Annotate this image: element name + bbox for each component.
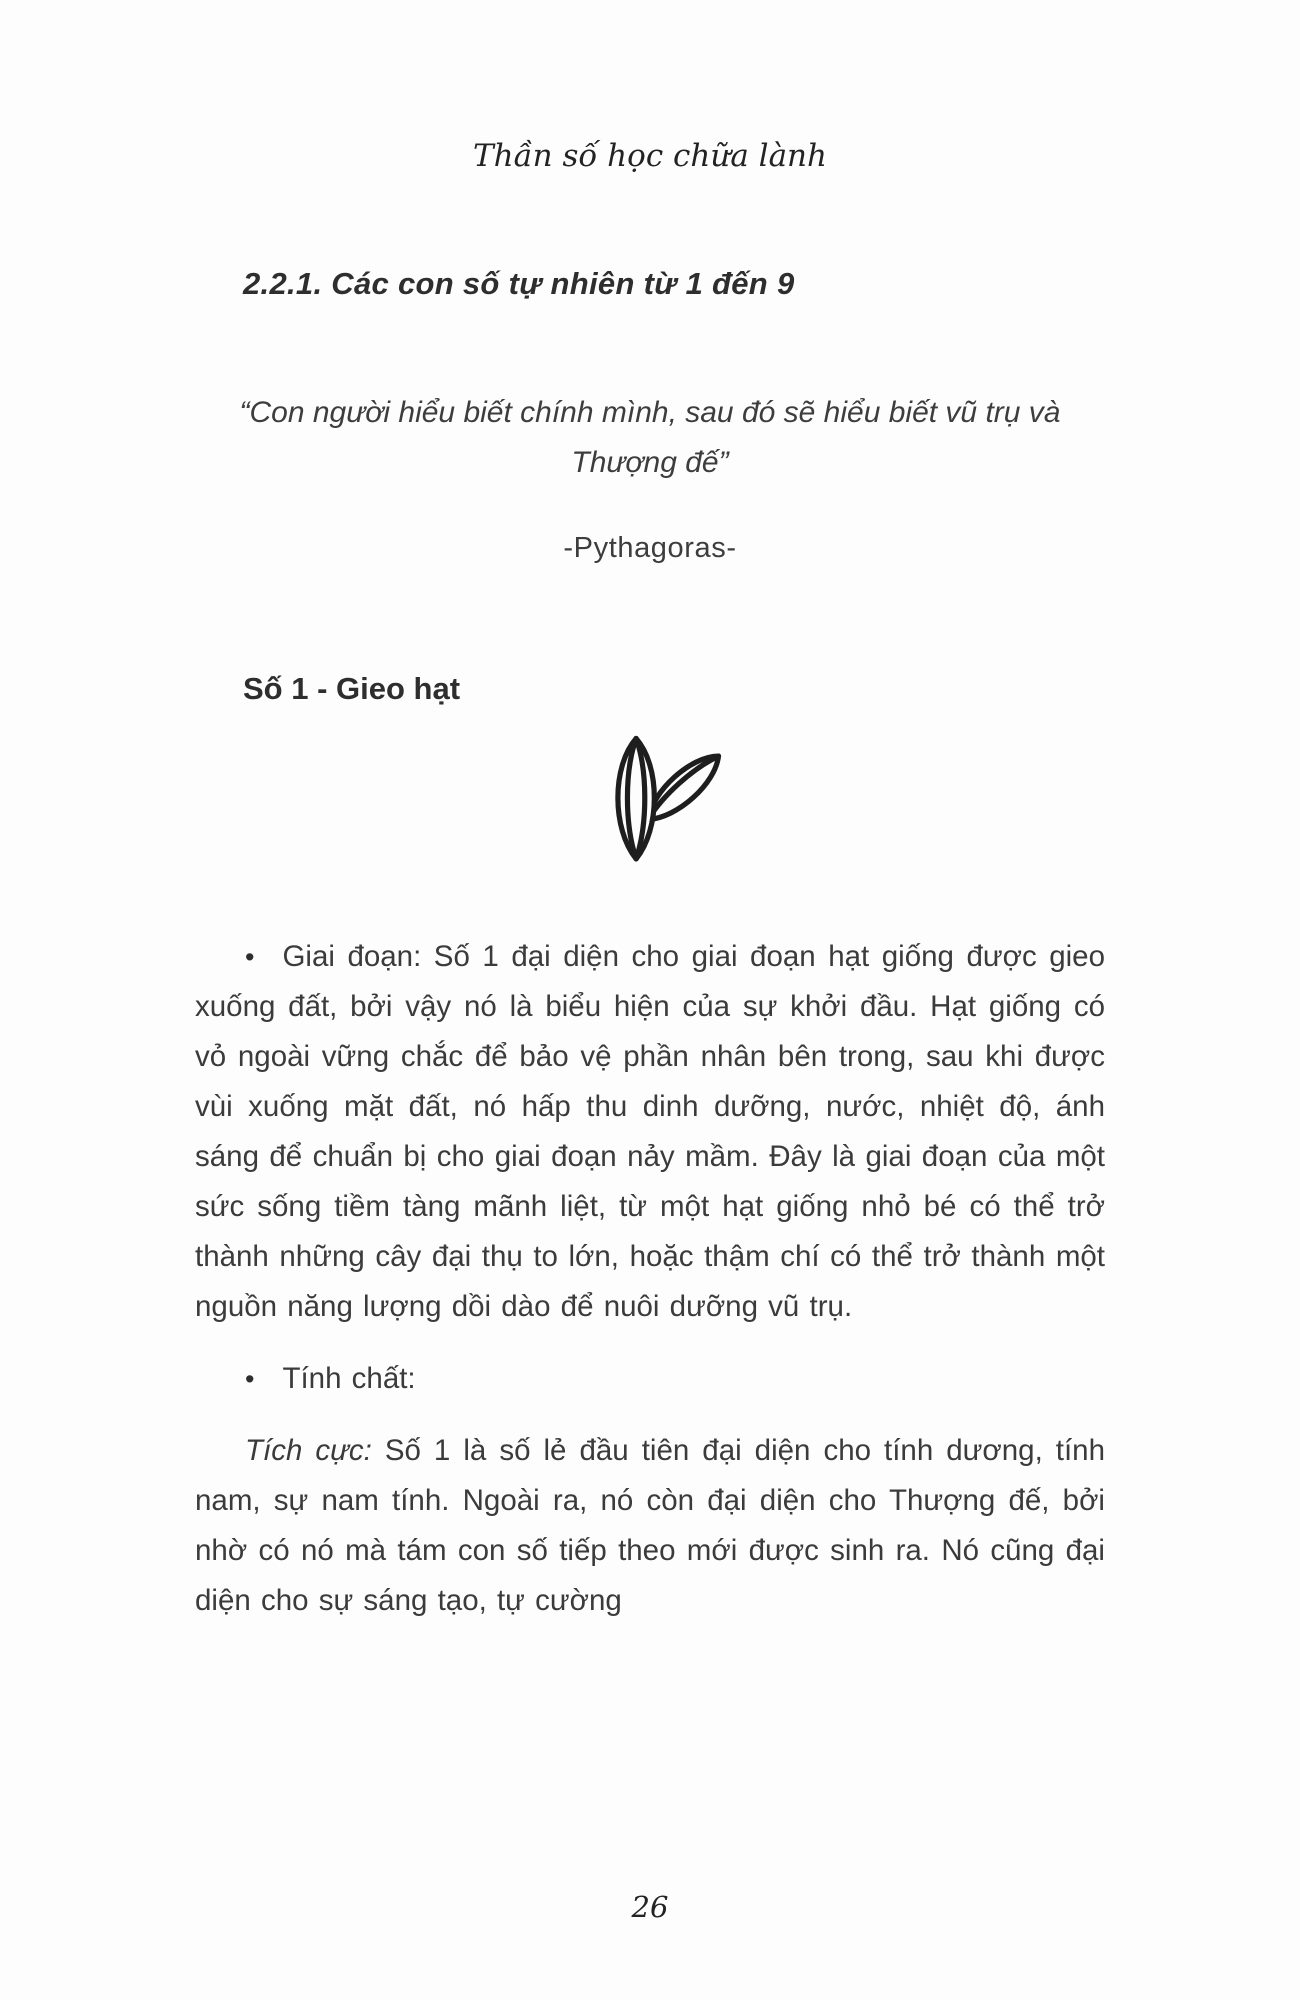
paragraph-stage: [195, 932, 1105, 1332]
bullet-icon: •: [245, 1364, 255, 1394]
paragraph-positive: [195, 1426, 1105, 1626]
quote-attribution: -Pythagoras-: [563, 532, 737, 564]
seed-icon: [195, 731, 1105, 876]
paragraph-properties: [195, 1354, 1105, 1404]
book-page: [195, 0, 1105, 1626]
positive-lead-label: Tích cực:: [245, 1434, 372, 1467]
page-number: 26: [631, 1890, 669, 1924]
positive-text: Số 1 là số lẻ đầu tiên đại diện cho tính dương, tính nam, sự nam tính. Ngoài ra, nó còn đại diện cho Thượng đế, bởi nhờ có nó mà tám con số tiếp theo mới được sinh ra. Nó cũng đại diện cho sự sáng tạo, tự cường: [195, 1434, 1105, 1617]
quote-text: “Con người hiểu biết chính mình, sau đó sẽ hiểu biết vũ trụ và Thượng đế”: [239, 396, 1061, 479]
number-1-title: Số 1 - Gieo hạt: [243, 671, 461, 706]
running-header: Thần số học chữa lành: [473, 138, 827, 174]
properties-label: Tính chất:: [282, 1362, 416, 1395]
section-heading: 2.2.1. Các con số tự nhiên từ 1 đến 9: [243, 266, 795, 301]
bullet-icon: •: [245, 942, 255, 972]
paragraph-stage-text: Giai đoạn: Số 1 đại diện cho giai đoạn hạt giống được gieo xuống đất, bởi vậy nó là biểu hiện của sự khởi đầu. Hạt giống có vỏ ngoài vững chắc để bảo vệ phần nhân bên trong, sau khi được vùi xuống mặt đất, nó hấp thu dinh dưỡng, nước, nhiệt độ, ánh sáng để chuẩn bị cho giai đoạn nảy mầm. Đây là giai đoạn của một sức sống tiềm tàng mãnh liệt, từ một hạt giống nhỏ bé có thể trở thành những cây đại thụ to lớn, hoặc thậm chí có thể trở thành một nguồn năng lượng dồi dào để nuôi dưỡng vũ trụ.: [195, 940, 1105, 1323]
